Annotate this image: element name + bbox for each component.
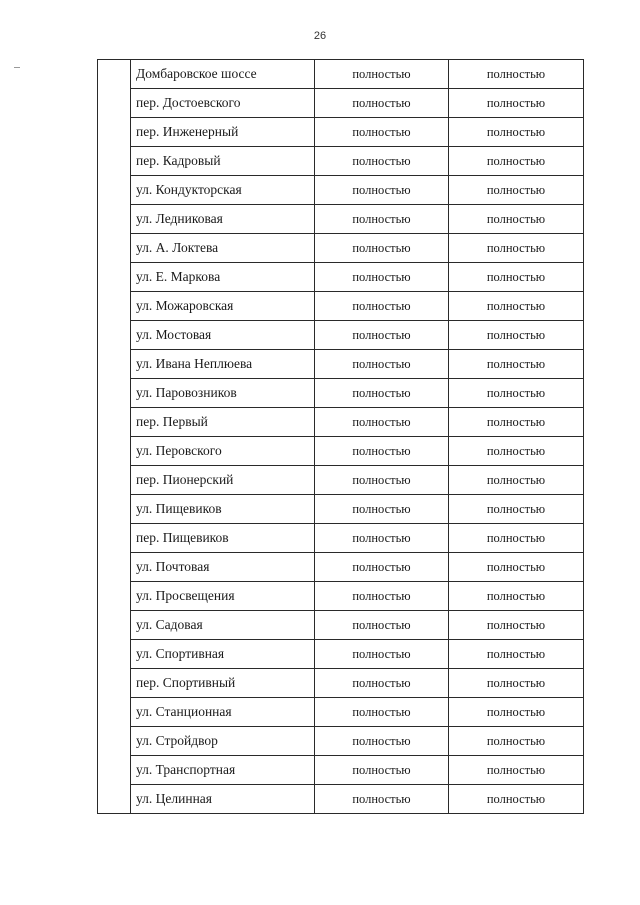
index-cell xyxy=(98,89,131,118)
street-name-cell: ул. Почтовая xyxy=(131,553,315,582)
coverage-cell: полностью xyxy=(315,321,449,350)
coverage-cell-2: полностью xyxy=(449,89,584,118)
street-name-cell: ул. А. Локтева xyxy=(131,234,315,263)
coverage-cell-2: полностью xyxy=(449,466,584,495)
coverage-cell-2: полностью xyxy=(449,524,584,553)
coverage-cell: полностью xyxy=(315,466,449,495)
table-row xyxy=(98,495,584,524)
coverage-cell: полностью xyxy=(315,611,449,640)
coverage-cell: полностью xyxy=(315,118,449,147)
coverage-cell: полностью xyxy=(315,89,449,118)
street-name-cell: ул. Спортивная xyxy=(131,640,315,669)
street-name-cell: ул. Перовского xyxy=(131,437,315,466)
table-row xyxy=(98,408,584,437)
table-row xyxy=(98,553,584,582)
coverage-cell-2: полностью xyxy=(449,234,584,263)
coverage-cell: полностью xyxy=(315,350,449,379)
table-row xyxy=(98,292,584,321)
street-name-cell: пер. Пищевиков xyxy=(131,524,315,553)
table-row xyxy=(98,147,584,176)
coverage-cell: полностью xyxy=(315,437,449,466)
coverage-cell-2: полностью xyxy=(449,611,584,640)
index-cell xyxy=(98,147,131,176)
table-row xyxy=(98,727,584,756)
index-cell xyxy=(98,640,131,669)
table-row xyxy=(98,379,584,408)
table-row xyxy=(98,785,584,814)
table-row xyxy=(98,756,584,785)
coverage-cell: полностью xyxy=(315,756,449,785)
coverage-cell-2: полностью xyxy=(449,553,584,582)
street-name-cell: ул. Транспортная xyxy=(131,756,315,785)
table-row xyxy=(98,669,584,698)
street-name-cell: пер. Достоевского xyxy=(131,89,315,118)
coverage-cell-2: полностью xyxy=(449,321,584,350)
index-cell xyxy=(98,118,131,147)
street-name-cell: ул. Просвещения xyxy=(131,582,315,611)
coverage-cell: полностью xyxy=(315,582,449,611)
coverage-cell: полностью xyxy=(315,785,449,814)
street-name-cell: ул. Кондукторская xyxy=(131,176,315,205)
coverage-cell-2: полностью xyxy=(449,350,584,379)
table-row xyxy=(98,89,584,118)
coverage-cell-2: полностью xyxy=(449,437,584,466)
coverage-cell-2: полностью xyxy=(449,379,584,408)
street-name-cell: ул. Станционная xyxy=(131,698,315,727)
coverage-cell: полностью xyxy=(315,176,449,205)
coverage-cell: полностью xyxy=(315,640,449,669)
coverage-cell-2: полностью xyxy=(449,408,584,437)
coverage-cell-2: полностью xyxy=(449,640,584,669)
coverage-cell-2: полностью xyxy=(449,785,584,814)
index-cell xyxy=(98,466,131,495)
index-cell xyxy=(98,350,131,379)
street-name-cell: Домбаровское шоссе xyxy=(131,60,315,89)
coverage-cell: полностью xyxy=(315,495,449,524)
table-row xyxy=(98,582,584,611)
street-name-cell: ул. Можаровская xyxy=(131,292,315,321)
coverage-cell-2: полностью xyxy=(449,118,584,147)
street-name-cell: ул. Стройдвор xyxy=(131,727,315,756)
index-cell xyxy=(98,495,131,524)
coverage-cell: полностью xyxy=(315,524,449,553)
street-name-cell: ул. Садовая xyxy=(131,611,315,640)
street-name-cell: пер. Инженерный xyxy=(131,118,315,147)
coverage-cell-2: полностью xyxy=(449,205,584,234)
street-name-cell: пер. Кадровый xyxy=(131,147,315,176)
street-name-cell: ул. Е. Маркова xyxy=(131,263,315,292)
coverage-cell: полностью xyxy=(315,727,449,756)
coverage-cell-2: полностью xyxy=(449,756,584,785)
street-name-cell: пер. Спортивный xyxy=(131,669,315,698)
index-cell xyxy=(98,408,131,437)
coverage-cell: полностью xyxy=(315,205,449,234)
index-cell xyxy=(98,582,131,611)
coverage-cell-2: полностью xyxy=(449,582,584,611)
street-name-cell: пер. Первый xyxy=(131,408,315,437)
table-row xyxy=(98,234,584,263)
coverage-cell: полностью xyxy=(315,292,449,321)
streets-table xyxy=(97,59,584,814)
margin-mark xyxy=(14,67,20,68)
table-row xyxy=(98,321,584,350)
street-name-cell: пер. Пионерский xyxy=(131,466,315,495)
coverage-cell: полностью xyxy=(315,698,449,727)
street-name-cell: ул. Паровозников xyxy=(131,379,315,408)
coverage-cell-2: полностью xyxy=(449,263,584,292)
coverage-cell: полностью xyxy=(315,553,449,582)
table-row xyxy=(98,118,584,147)
coverage-cell-2: полностью xyxy=(449,727,584,756)
coverage-cell-2: полностью xyxy=(449,292,584,321)
index-cell xyxy=(98,379,131,408)
index-cell xyxy=(98,524,131,553)
table-row xyxy=(98,205,584,234)
index-cell xyxy=(98,437,131,466)
street-name-cell: ул. Пищевиков xyxy=(131,495,315,524)
coverage-cell-2: полностью xyxy=(449,176,584,205)
table-row xyxy=(98,176,584,205)
table-row xyxy=(98,640,584,669)
table-row xyxy=(98,437,584,466)
index-cell xyxy=(98,698,131,727)
street-name-cell: ул. Ивана Неплюева xyxy=(131,350,315,379)
index-cell xyxy=(98,263,131,292)
index-cell xyxy=(98,60,131,89)
index-cell xyxy=(98,553,131,582)
index-cell xyxy=(98,727,131,756)
table-row xyxy=(98,263,584,292)
page-number: 26 xyxy=(313,30,327,42)
table-row xyxy=(98,698,584,727)
coverage-cell: полностью xyxy=(315,379,449,408)
table-row xyxy=(98,524,584,553)
index-cell xyxy=(98,669,131,698)
index-cell xyxy=(98,292,131,321)
coverage-cell: полностью xyxy=(315,408,449,437)
table-row xyxy=(98,350,584,379)
coverage-cell-2: полностью xyxy=(449,147,584,176)
street-name-cell: ул. Ледниковая xyxy=(131,205,315,234)
coverage-cell-2: полностью xyxy=(449,698,584,727)
index-cell xyxy=(98,234,131,263)
index-cell xyxy=(98,205,131,234)
coverage-cell: полностью xyxy=(315,60,449,89)
table-row xyxy=(98,60,584,89)
index-cell xyxy=(98,321,131,350)
coverage-cell-2: полностью xyxy=(449,669,584,698)
index-cell xyxy=(98,176,131,205)
coverage-cell: полностью xyxy=(315,147,449,176)
street-name-cell: ул. Мостовая xyxy=(131,321,315,350)
table-body xyxy=(98,60,584,814)
table-row xyxy=(98,611,584,640)
coverage-cell-2: полностью xyxy=(449,60,584,89)
index-cell xyxy=(98,756,131,785)
coverage-cell: полностью xyxy=(315,234,449,263)
street-name-cell: ул. Целинная xyxy=(131,785,315,814)
table-row xyxy=(98,466,584,495)
coverage-cell-2: полностью xyxy=(449,495,584,524)
index-cell xyxy=(98,785,131,814)
index-cell xyxy=(98,611,131,640)
coverage-cell: полностью xyxy=(315,263,449,292)
coverage-cell: полностью xyxy=(315,669,449,698)
